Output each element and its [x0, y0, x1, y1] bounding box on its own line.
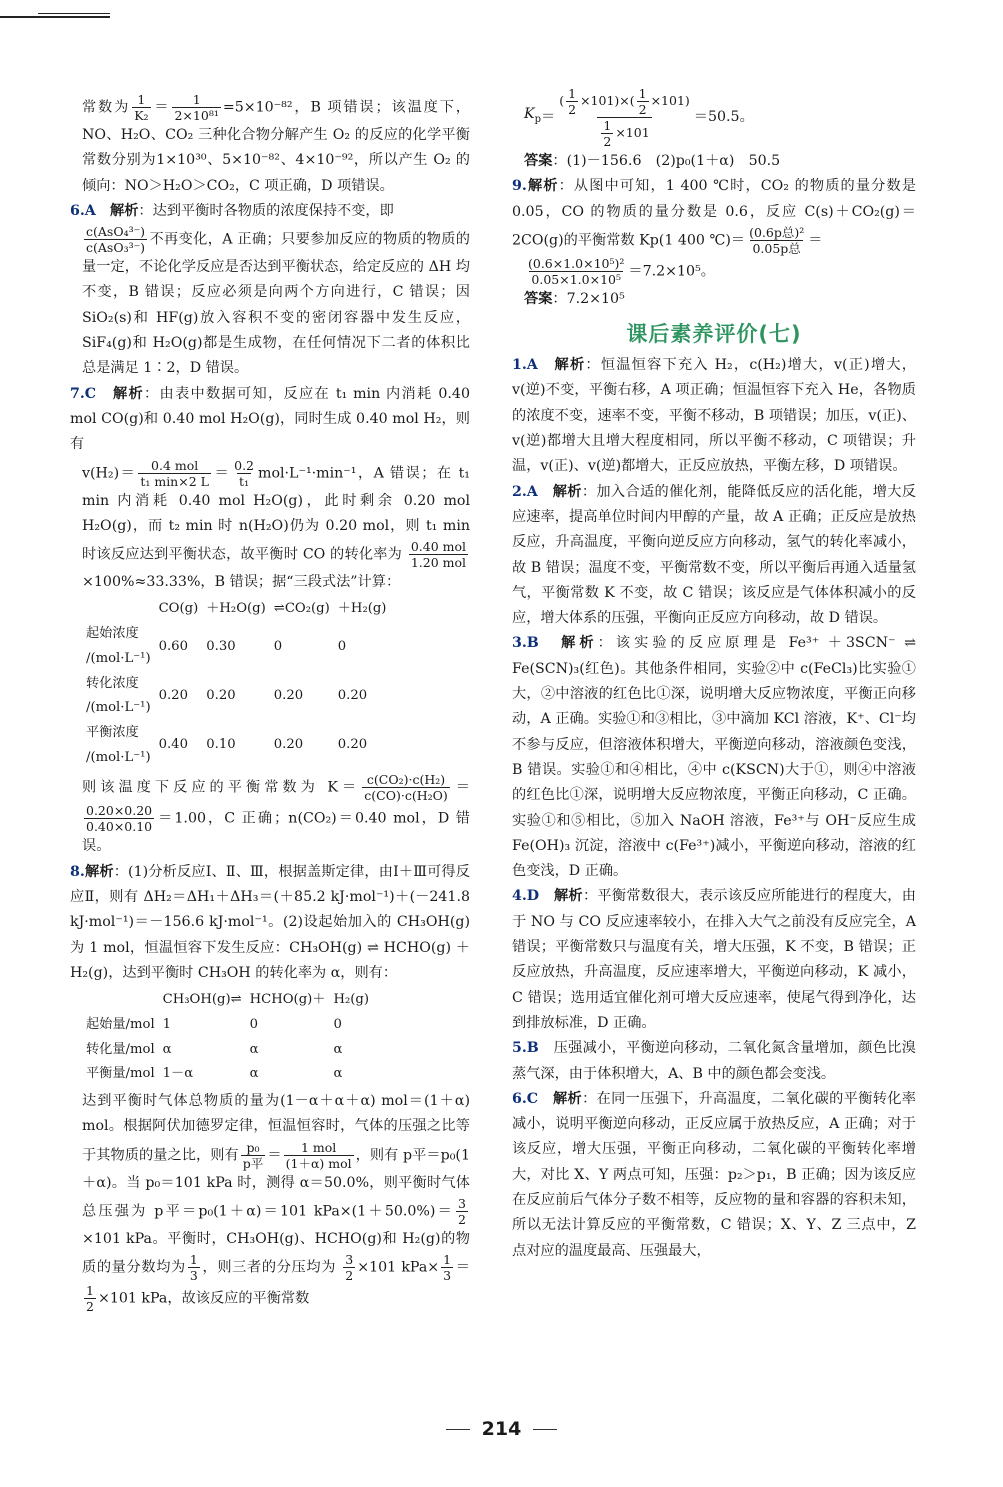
q9-final-answer — [512, 287, 916, 312]
table-cell: 0.30 — [206, 638, 236, 654]
text: ：由表中数据可知，反应在 t₁ min 内消耗 0.40 mol CO(g)和 0.40 mol H₂O(g)，同时生成 0.40 mol H₂，则有 — [70, 385, 470, 453]
table-row — [82, 622, 390, 671]
right-column — [512, 86, 916, 1264]
table-header: ⇌CO₂(g) — [273, 601, 330, 617]
numerator: 1 — [443, 1252, 452, 1268]
analysis-label: 解析 — [112, 385, 144, 402]
analysis-label: 解析 — [561, 635, 598, 652]
text: ×101 kPa× — [357, 1259, 440, 1276]
table-row — [82, 721, 390, 770]
denominator: K₂ — [134, 108, 149, 123]
text: ＝ — [541, 108, 556, 125]
question-number: 5.B — [512, 1040, 539, 1057]
list-item — [512, 1036, 916, 1087]
table-cell: 0.20 — [337, 737, 368, 753]
denominator: $\frac{1}{2}$ ×101 — [597, 117, 651, 149]
denominator: 2 — [86, 1299, 94, 1315]
text: 达到平衡时气体总物质的量为(1－α＋α＋α) mol＝(1＋α) mol。根据阿伏加德罗定律，恒温恒容时，气体的压强之比等于其物质的量之比，则有 — [82, 1092, 470, 1164]
top-rule — [0, 16, 110, 18]
denominator: t₁ min×2 L — [140, 473, 209, 489]
table-header: HCHO(g)＋ — [249, 992, 326, 1008]
row-label: 转化浓度 — [86, 675, 139, 691]
denominator: 0.40×0.10 — [86, 819, 153, 835]
text: ：恒温恒容下充入 H₂，c(H₂)增大，v(正)增大，v(逆)不变，平衡右移，A 项正确；恒温恒容下充入 He，各物质的浓度不变，速率不变，平衡不移动，B 项错误；加压，v(正)、v(逆)都增大且增大程度相同，所以平衡不移动，C 项错误；升温，v(正)、v(逆)都增大，正反应放热，平衡左移，D 项错误。 — [512, 357, 916, 475]
row-label: 平衡浓度 — [86, 724, 139, 740]
text: ＝ — [267, 1147, 282, 1164]
numerator: 0.4 mol — [151, 457, 199, 473]
numerator: p₀ — [246, 1139, 260, 1155]
fraction — [132, 92, 150, 123]
analysis-label: 解析 — [84, 863, 114, 880]
fraction — [343, 1252, 355, 1283]
text: ：加入合适的催化剂，能降低反应的活化能，增大反应速率，提高单位时间内甲醇的产量，故 A 正确；正反应是放热反应，升高温度，平衡向逆反应方向移动，氢气的转化率减小，故 B 错误；温度不变，平衡常数不变，所以平衡后再通入适量氢气，平衡常数 K 不变，故 C 错误；该反应是气体体积减小的反应，增大体系的压强，平衡向正反应方向移动，故 D 错误。 — [512, 483, 916, 627]
numerator: 3 — [345, 1252, 354, 1268]
text: ＝ — [808, 232, 823, 249]
q7-answer — [70, 382, 470, 860]
denominator: (1＋α) mol — [285, 1155, 352, 1171]
numerator: 0.20×0.20 — [86, 803, 153, 819]
text: ：从图中可知，1 400 ℃时，CO₂ 的物质的量分数是 0.05，CO 的物质的量分数是 0.6，反应 C(s)＋CO₂(g)＝2CO(g)的平衡常数 Kp(1 400 ℃)＝ — [512, 178, 916, 249]
denominator: p平 — [242, 1155, 264, 1171]
fraction — [232, 458, 256, 489]
denominator: 0.05×1.0×10⁵ — [531, 271, 621, 287]
text: 压强减小，平衡逆向移动，二氧化氮含量增加，颜色比溴蒸气深，由于体积增大，A、B 中的颜色都会变浅。 — [512, 1040, 916, 1082]
table-cell: 0.20 — [273, 687, 304, 703]
kp-equation — [512, 86, 916, 149]
text: 常数为 — [82, 99, 131, 116]
question-number: 1.A — [512, 357, 538, 374]
question-number: 4.D — [512, 888, 540, 905]
fraction — [362, 772, 449, 803]
text: ＝7.2×10⁵。 — [628, 263, 715, 280]
table-header: ＋H₂(g) — [337, 601, 387, 617]
fraction — [84, 1283, 96, 1314]
table-row — [82, 1038, 373, 1063]
fraction — [138, 458, 211, 489]
table-cell: 0.60 — [158, 638, 188, 654]
table-header: CH₃OH(g)⇌ — [162, 992, 242, 1008]
table-cell: 0 — [337, 638, 347, 654]
numerator: ( $\frac{1}{2}$ ×101)×( $\frac{1}{2}$ ×101) — [559, 86, 690, 117]
table-cell: 0.20 — [206, 687, 236, 703]
table-header: H₂(g) — [333, 992, 370, 1008]
question-number: 8. — [70, 863, 85, 880]
table-cell: α — [249, 1066, 259, 1082]
numerator: c(AsO₄³⁻) — [86, 224, 146, 240]
left-column — [70, 92, 470, 1314]
denominator: 1.20 mol — [410, 555, 466, 571]
text: ＝1.00，C 正确；n(CO₂)＝0.40 mol，D 错误。 — [82, 810, 470, 855]
table-cell: α — [249, 1041, 259, 1057]
text: v(H₂)＝ — [82, 465, 137, 482]
text: ：7.2×10⁵ — [552, 290, 625, 307]
denominator: 2 — [458, 1211, 466, 1227]
table-row — [82, 672, 390, 721]
text: ×101 kPa。平衡时，CH₃OH(g)、HCHO(g)和 H₂(g)的物质的量分数均为 — [82, 1230, 470, 1276]
row-label: 平衡量/mol — [86, 1066, 155, 1082]
row-unit: /(mol·L⁻¹) — [86, 700, 151, 716]
fraction — [409, 539, 468, 570]
analysis-label: 解析 — [526, 178, 559, 195]
answer-label: 答案 — [524, 290, 553, 307]
fraction — [84, 224, 147, 255]
table-header: CO(g) — [158, 601, 199, 617]
top-rule-short — [38, 13, 110, 14]
numerator: 1 — [86, 1283, 94, 1299]
fraction — [188, 1252, 200, 1283]
question-number: 7.C — [70, 385, 97, 402]
denominator: 0.05p总 — [752, 240, 801, 256]
text: ＝ — [451, 779, 470, 796]
denominator: t₁ — [239, 473, 250, 489]
q6-answer — [70, 199, 470, 382]
denominator: c(AsO₃³⁻) — [86, 240, 146, 256]
row-label: 起始量/mol — [86, 1016, 155, 1032]
denominator: c(CO)·c(H₂O) — [364, 788, 448, 804]
list-item — [512, 884, 916, 1036]
fraction — [441, 1252, 453, 1283]
text: ：该实验的反应原理是 Fe³⁺ ＋3SCN⁻ ⇌ Fe(SCN)₃(红色)。其他条件相同，实验②中 c(FeCl₃)比实验①大，②中溶液的红色比①深，说明增大反应物浓度，平衡正向移动，A 正确。实验①和③相比，③中滴加 KCl 溶液，K⁺、Cl⁻均不参与反应，但溶液体积增大，平衡逆向移动，溶液颜色变浅，B 错误。实验①和④相比，④中 c(KSCN)大于①，则④中溶液的红色比①深，说明增大反应物浓度，平衡正向移动，C 正确。实验①和⑤相比，⑤加入 NaOH 溶液，Fe³⁺与 OH⁻反应生成 Fe(OH)₃ 沉淀，溶液中 c(Fe³⁺)减小，平衡逆向移动，溶液的红色变浅，D 正确。 — [512, 635, 916, 880]
q8-three-stage-table — [82, 988, 373, 1087]
table-header: ＋H₂O(g) — [206, 601, 266, 617]
row-unit: /(mol·L⁻¹) — [86, 650, 151, 666]
table-row — [82, 1062, 373, 1087]
row-label: 起始浓度 — [86, 626, 139, 642]
q7-three-stage-table — [82, 597, 390, 770]
text: =5×10⁻⁸²，B 项错误；该温度下，NO、H₂O、CO₂ 三种化合物分解产生 O₂ 的反应的化学平衡常数分别为1×10³⁰、5×10⁻⁸²、4×10⁻⁹²，所以产生 O₂ 的倾向：NO＞H₂O＞CO₂，C 项正确，D 项错误。 — [82, 99, 470, 194]
table-cell: 0 — [249, 1016, 259, 1032]
text: ，则三者的分压均为 — [201, 1259, 337, 1276]
numerator: (0.6p总)² — [749, 224, 805, 240]
list-item — [512, 631, 916, 884]
table-cell: 0.20 — [273, 737, 304, 753]
denominator: 2×10⁸¹ — [174, 108, 219, 123]
list-item — [512, 480, 916, 632]
numerator: 1 — [189, 1252, 198, 1268]
table-cell: 0.10 — [206, 737, 236, 753]
denominator: 3 — [189, 1268, 198, 1284]
q8-final-answer — [512, 149, 916, 174]
text: ×101 kPa，故该反应的平衡常数 — [97, 1290, 310, 1307]
text: mol·L⁻¹·min⁻¹，A 错误；在 t₁ min 内消耗 0.40 mol H₂O(g)，此时剩余 0.20 mol H₂O(g)，而 t₂ min 时 n(H₂O)仍为 0.20 mol，则 t₁ min 时该反应达到平衡状态，故平衡时 CO 的转化率为 — [82, 465, 470, 563]
text: ×100%≈33.33%，B 错误；据“三段式法”计算： — [82, 574, 401, 591]
text: ：(1)－156.6 (2)p₀(1＋α) 50.5 — [552, 153, 781, 169]
question-number: 3.B — [512, 635, 539, 652]
text: ＝ — [455, 1259, 470, 1276]
answer-label: 答案 — [524, 153, 553, 169]
table-cell: 0.40 — [158, 737, 188, 753]
numerator: (0.6×1.0×10⁵)² — [528, 255, 625, 271]
kp-symbol: $K_p$ — [524, 106, 542, 126]
question-number: 9. — [512, 178, 527, 195]
text: ：平衡常数很大，表示该反应所能进行的程度大，由于 NO 与 CO 反应速率较小，在排入大气之前没有反应完全，A 错误；平衡常数只与温度有关，增大压强，K 不变，B 错误；正反应放热，升高温度，反应速率增大，平衡逆向移动，K 减小，C 错误；选用适宜催化剂可增大反应速率，使尾气得到净化，达到排放标准，D 正确。 — [512, 888, 916, 1031]
table-cell: α — [333, 1066, 343, 1082]
table-cell: 0 — [333, 1016, 342, 1032]
analysis-label: 解析 — [110, 202, 139, 219]
table-header-row — [82, 597, 390, 622]
analysis-label: 解析 — [553, 1090, 583, 1107]
q5-continuation: 常数为 $\frac{1}{\text{K₂}}$ ＝ $\frac{1}{\text{2×10⁸¹}}$ =5×10⁻⁸²，B 项错误；该温度下，NO、H₂O、CO₂ 三种化合物分解产生 O₂ 的反应的化学平衡常数分别为1×10³⁰、5×10⁻⁸²、4×10⁻⁹²，所以产生 O₂ 的倾向：NO＞H₂O＞CO₂，C 项正确，D 项错误。 — [82, 92, 470, 194]
row-label: 转化量/mol — [86, 1041, 155, 1057]
list-item — [512, 353, 916, 479]
numerator: 1 mol — [300, 1139, 337, 1155]
fraction — [84, 803, 154, 834]
row-unit: /(mol·L⁻¹) — [86, 749, 151, 765]
q9-answer — [512, 174, 916, 287]
table-cell: α — [162, 1041, 172, 1057]
fraction — [747, 225, 806, 256]
fraction — [526, 256, 626, 287]
analysis-label: 解析 — [553, 888, 583, 905]
text: ，则有 p平＝p₀(1＋α)。当 p₀＝101 kPa 时，测得 α＝50.0%，则平衡时气体总压强为 p平＝p₀(1＋α)＝101 kPa×(1＋50.0%)＝ — [82, 1147, 470, 1220]
table-cell: 0.20 — [337, 687, 368, 703]
text: 则该温度下反应的平衡常数为 K＝ — [82, 779, 361, 796]
numerator: 1 — [137, 92, 146, 107]
denominator: 2 — [345, 1268, 354, 1284]
question-number: 6.A — [70, 202, 96, 219]
analysis-label: 解析 — [554, 357, 586, 374]
text: ＝50.5。 — [693, 108, 754, 125]
numerator: c(CO₂)·c(H₂) — [366, 772, 446, 788]
kp-fraction — [557, 86, 692, 149]
table-row — [82, 1013, 373, 1038]
fraction — [241, 1140, 266, 1171]
fraction — [456, 1196, 468, 1227]
numerator: 0.2 — [234, 457, 255, 473]
numerator: 3 — [458, 1195, 466, 1211]
table-cell: 0 — [273, 638, 283, 654]
question-number: 2.A — [512, 483, 538, 500]
section-heading: 课后素养评价(七) — [626, 322, 802, 347]
page-number-text: 214 — [481, 1418, 522, 1440]
list-item — [512, 1087, 916, 1264]
table-cell: 1－α — [162, 1066, 194, 1082]
table-cell: α — [333, 1041, 343, 1057]
text: ：(1)分析反应Ⅰ、Ⅱ、Ⅲ，根据盖斯定律，由Ⅰ＋Ⅲ可得反应Ⅱ，则有 ΔH₂＝ΔH₁＋ΔH₃＝(＋85.2 kJ·mol⁻¹)＋(－241.8 kJ·mol⁻¹)＝－156.6 kJ·mol⁻¹。(2)设起始加入的 CH₃OH(g)为 1 mol，恒温恒容下发生反应：CH₃OH(g) ⇌ HCHO(g) ＋ H₂(g)，达到平衡时 CH₃OH 的转化率为 α，则有： — [70, 863, 470, 981]
denominator: 3 — [443, 1268, 452, 1284]
table-cell: 0.20 — [158, 687, 188, 703]
q8-answer — [70, 860, 470, 1314]
page-number — [0, 1418, 1003, 1440]
analysis-label: 解析 — [552, 483, 582, 500]
numerator: 1 — [192, 92, 201, 107]
text: ＝ — [212, 465, 231, 482]
text: ：达到平衡时各物质的浓度保持不变，即 — [138, 202, 394, 219]
table-header-row — [82, 988, 373, 1013]
fraction — [172, 92, 220, 123]
question-number: 6.C — [512, 1090, 539, 1107]
text: 不再变化，A 正确；只要参加反应的物质的物质的量一定，不论化学反应是否达到平衡状态，给定反应的 ΔH 均不变，B 错误；反应必须是向两个方向进行，C 错误；因 SiO₂(s)和 HF(g)放入容积不变的密闭容器中发生反应，SiF₄(g)和 H₂O(g)都是生成物，在任何情况下二者的体积比总是满足 1∶2，D 错误。 — [82, 231, 470, 377]
fraction — [284, 1140, 354, 1171]
numerator: 0.40 mol — [410, 539, 466, 555]
table-cell: 1 — [162, 1016, 172, 1032]
text: ：在同一压强下，升高温度，二氧化碳的平衡转化率减小，说明平衡逆向移动，正反应属于放热反应，A 正确；对于该反应，增大压强，平衡正向移动，二氧化碳的平衡转化率增大，对比 X、Y 两点可知，压强：p₂＞p₁，B 正确；因为该反应在反应前后气体分子数不相等，反应物的量和容器的容积未知，所以无法计算反应的平衡常数，C 错误；X、Y、Z 三点中，Z 点对应的温度最高、压强最大， — [512, 1090, 916, 1259]
